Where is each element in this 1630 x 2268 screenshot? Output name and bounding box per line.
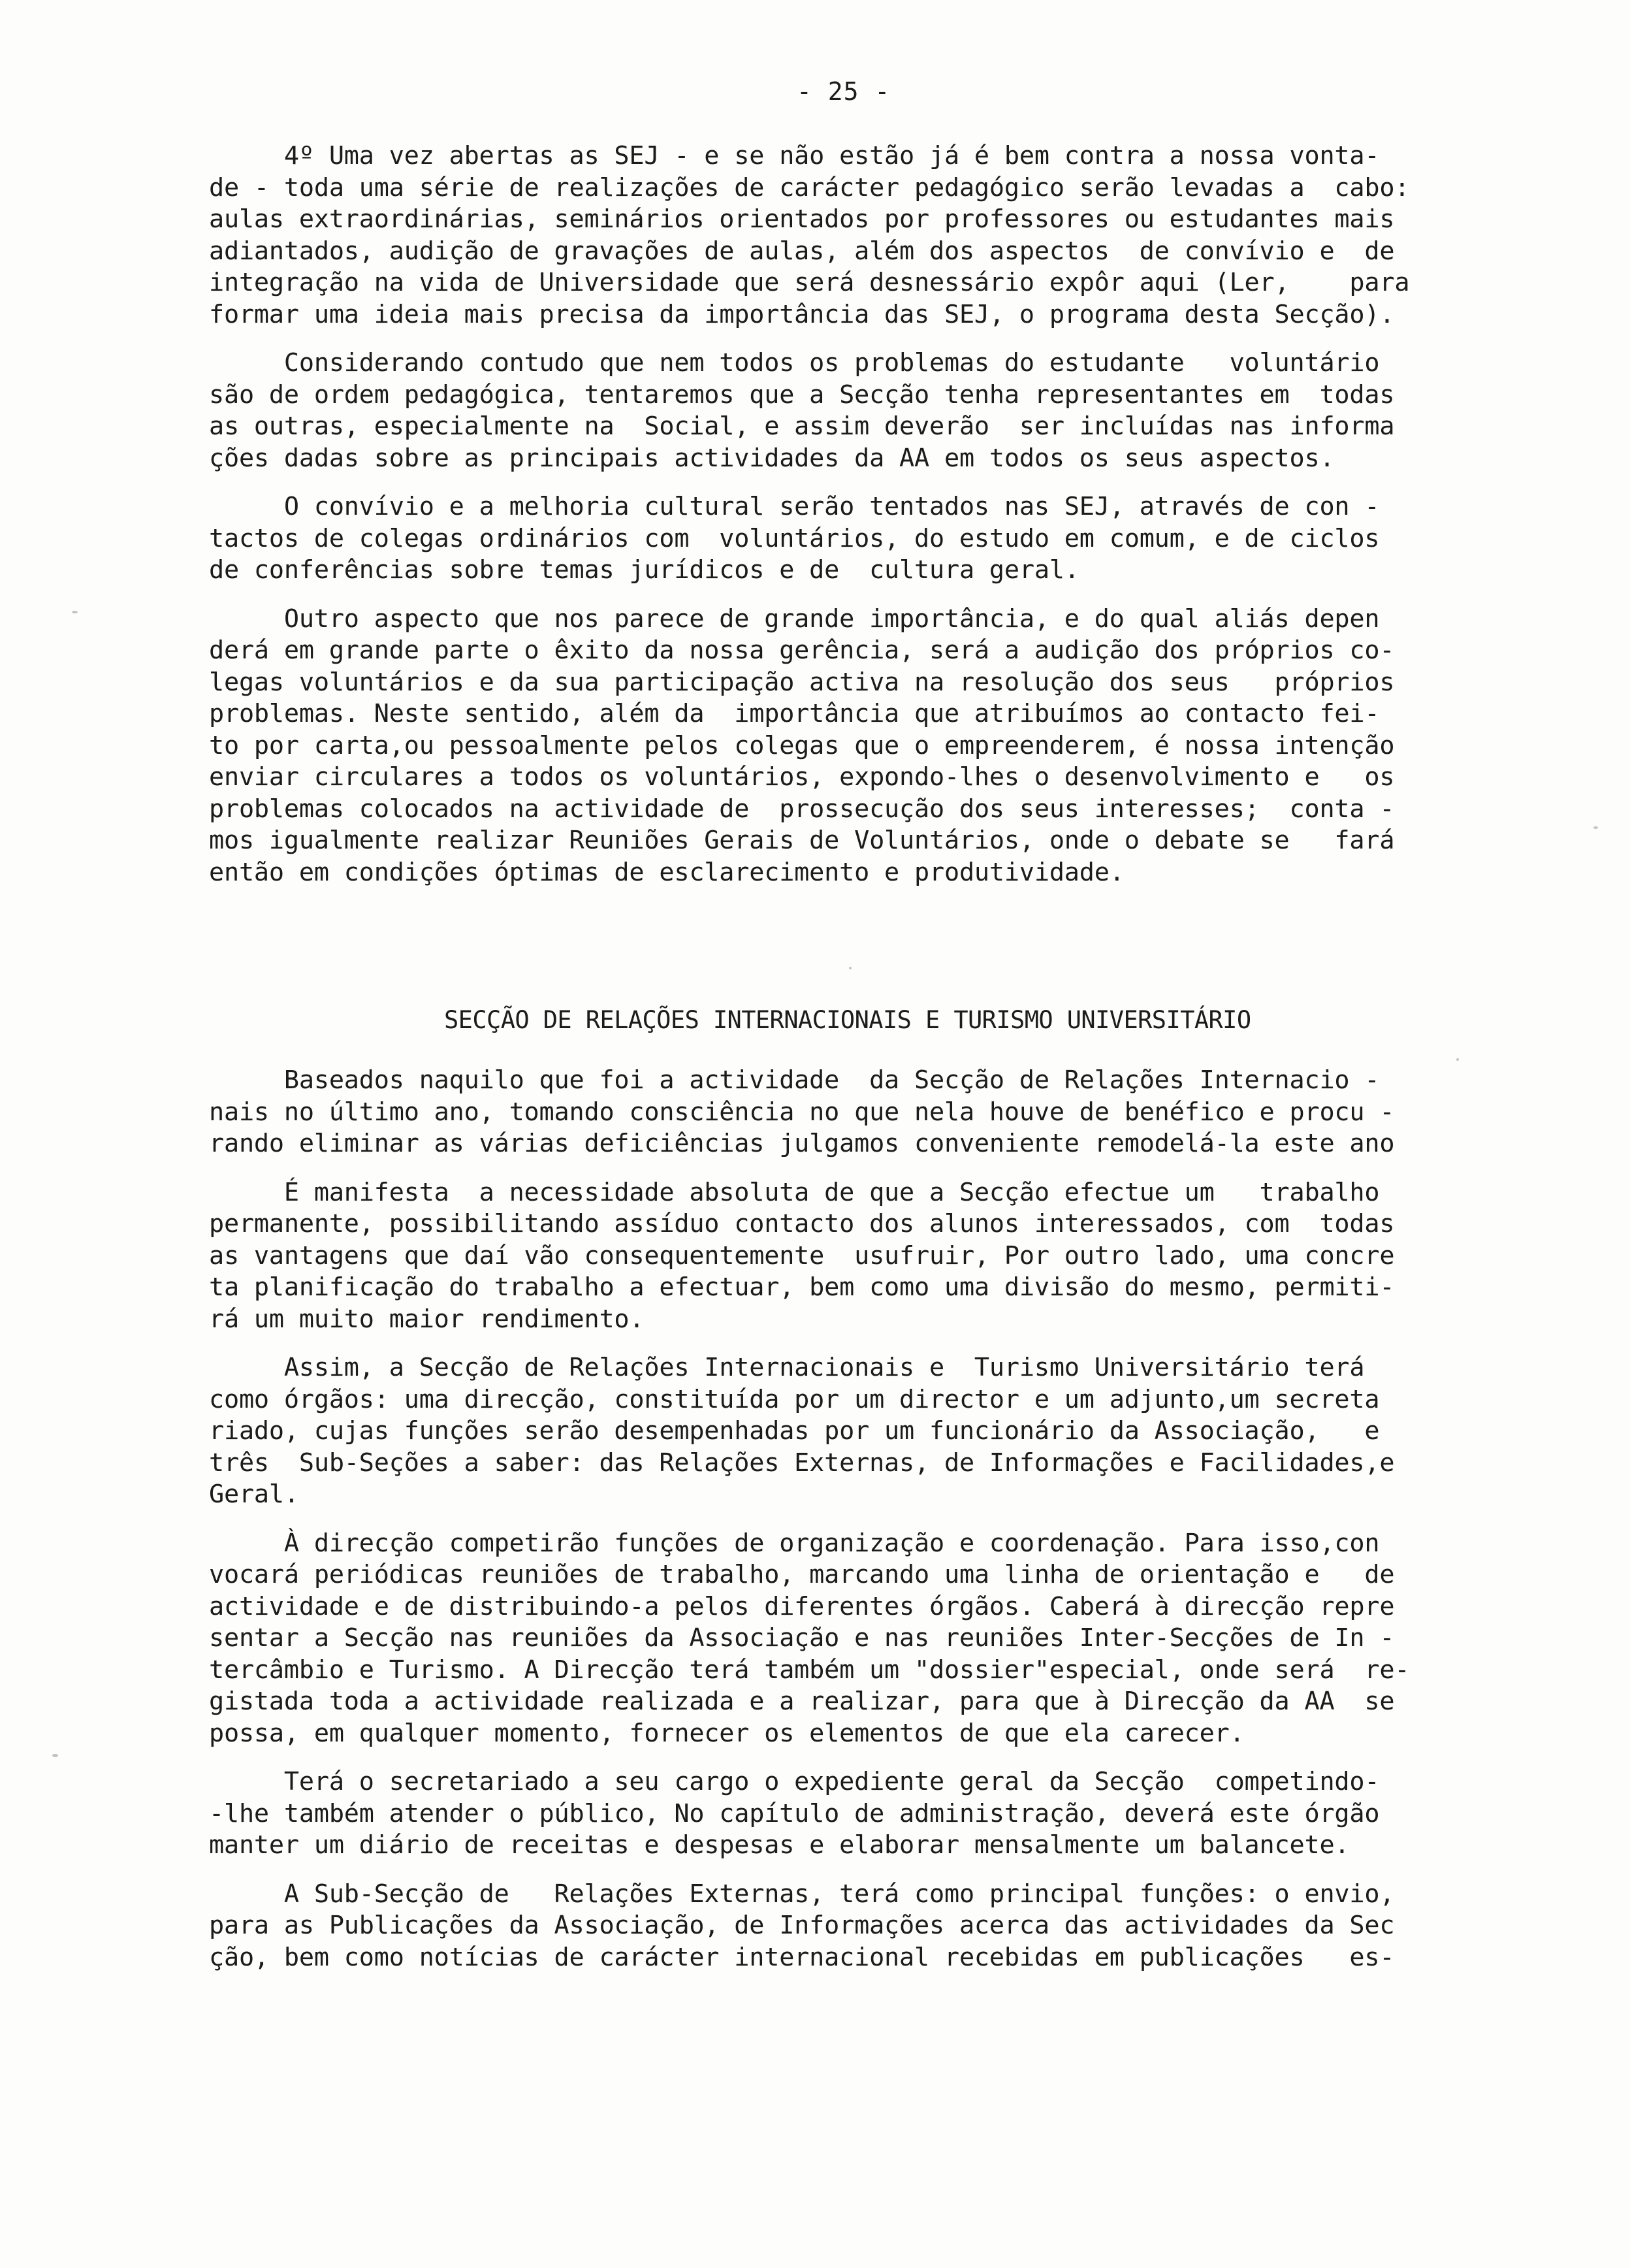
text-line: sentar a Secção nas reuniões da Associação e nas reuniões Inter-Secções de In - <box>209 1623 1395 1653</box>
text-line: mos igualmente realizar Reuniões Gerais de Voluntários, onde o debate se fará <box>209 826 1395 855</box>
text-line: as outras, especialmente na Social, e assim deverão ser incluídas nas informa <box>209 412 1395 441</box>
text-line: de conferências sobre temas jurídicos e de cultura geral. <box>209 555 1079 585</box>
paragraph-representatives <box>209 348 1489 474</box>
text-line: permanente, possibilitando assíduo contacto dos alunos interessados, com todas <box>209 1209 1395 1239</box>
text-line: então em condições óptimas de esclarecimento e produtividade. <box>209 857 1125 887</box>
text-line: derá em grande parte o êxito da nossa gerência, será a audição dos próprios co- <box>209 636 1395 665</box>
text-line: de - toda uma série de realizações de carácter pedagógico serão levadas a cabo: <box>209 172 1410 202</box>
text-line: ção, bem como notícias de carácter internacional recebidas em publicações es- <box>209 1942 1395 1972</box>
text-line: vocará periódicas reuniões de trabalho, marcando uma linha de orientação e de <box>209 1560 1395 1589</box>
section-heading: SECÇÃO DE RELAÇÕES INTERNACIONAIS E TURISMO UNIVERSITÁRIO <box>444 1006 1251 1034</box>
text-line: enviar circulares a todos os voluntários, expondo-lhes o desenvolvimento e os <box>209 762 1395 792</box>
text-line: tactos de colegas ordinários com voluntários, do estudo em comum, e de ciclos <box>209 523 1380 553</box>
text-line: rá um muito maior rendimento. <box>209 1304 645 1334</box>
scan-speck <box>72 611 78 613</box>
text-line: ta planificação do trabalho a efectuar, bem como uma divisão do mesmo, permiti- <box>209 1272 1395 1302</box>
text-line: Assim, a Secção de Relações Internacionais e Turismo Universitário terá <box>209 1353 1365 1382</box>
text-line: adiantados, audição de gravações de aulas, além dos aspectos de convívio e de <box>209 236 1395 266</box>
text-line: problemas. Neste sentido, além da importância que atribuímos ao contacto fei- <box>209 699 1380 728</box>
scan-speck <box>849 967 852 969</box>
text-line: Outro aspecto que nos parece de grande importância, e do qual aliás depen <box>209 604 1380 634</box>
text-line: ções dadas sobre as principais actividades da AA em todos os seus aspectos. <box>209 443 1335 473</box>
text-line: as vantagens que daí vão consequentemente usufruir, Por outro lado, uma concre <box>209 1240 1395 1271</box>
text-line: -lhe também atender o público, No capítulo de administração, deverá este órgão <box>209 1798 1380 1828</box>
text-line: Geral. <box>209 1480 299 1509</box>
text-line: são de ordem pedagógica, tentaremos que a Secção tenha representantes em todas <box>209 380 1395 410</box>
text-line: aulas extraordinárias, seminários orientados por professores ou estudantes mais <box>209 204 1395 234</box>
text-line: to por carta,ou pessoalmente pelos colegas que o empreenderem, é nossa intenção <box>209 730 1395 760</box>
text-line: nais no último ano, tomando consciência no que nela houve de benéfico e procu - <box>209 1097 1395 1127</box>
text-line: actividade e de distribuindo-a pelos diferentes órgãos. Caberá à direcção repre <box>209 1591 1395 1621</box>
text-line: gistada toda a actividade realizada e a realizar, para que à Direcção da AA se <box>209 1687 1395 1716</box>
scan-speck <box>1593 826 1598 829</box>
text-line: O convívio e a melhoria cultural serão tentados nas SEJ, através de con - <box>209 492 1380 521</box>
text-line: Baseados naquilo que foi a actividade da Secção de Relações Internacio - <box>209 1065 1380 1095</box>
text-line: riado, cujas funções serão desempenhadas por um funcionário da Associação, e <box>209 1416 1380 1446</box>
paragraph-organs <box>209 1352 1489 1511</box>
scan-speck <box>1456 1058 1459 1061</box>
text-line: Terá o secretariado a seu cargo o expediente geral da Secção competindo- <box>209 1767 1380 1796</box>
text-line: três Sub-Seções a saber: das Relações Externas, de Informações e Facilidades,e <box>209 1448 1395 1478</box>
text-line: formar uma ideia mais precisa da importância das SEJ, o programa desta Secção). <box>209 299 1395 329</box>
text-line: A Sub-Secção de Relações Externas, terá como principal funções: o envio, <box>209 1879 1395 1909</box>
text-line: problemas colocados na actividade de prossecução dos seus interesses; conta - <box>209 794 1395 824</box>
text-line: manter um diário de receitas e despesas e elaborar mensalmente um balancete. <box>209 1830 1350 1860</box>
paragraph-cultural <box>209 491 1489 587</box>
text-line: legas voluntários e da sua participação activa na resolução dos seus próprios <box>209 667 1395 697</box>
section-volunteers-text <box>209 140 1489 905</box>
section-international-text <box>209 1065 1489 1990</box>
paragraph-secretariat <box>209 1766 1489 1862</box>
paragraph-external-relations <box>209 1879 1489 1974</box>
text-line: tercâmbio e Turismo. A Direcção terá também um "dossier"especial, onde será re- <box>209 1655 1410 1685</box>
text-line: 4º Uma vez abertas as SEJ - e se não estão já é bem contra a nossa vonta- <box>209 141 1380 170</box>
text-line: integração na vida de Universidade que será desnessário expôr aqui (Ler, para <box>209 268 1410 297</box>
text-line: rando eliminar as várias deficiências julgamos conveniente remodelá-la este ano <box>209 1129 1395 1158</box>
text-line: possa, em qualquer momento, fornecer os elementos de que ela carecer. <box>209 1718 1245 1748</box>
text-line: Considerando contudo que nem todos os problemas do estudante voluntário <box>209 348 1380 378</box>
text-line: É manifesta a necessidade absoluta de que a Secção efectue um trabalho <box>209 1177 1380 1207</box>
paragraph-participation <box>209 604 1489 889</box>
paragraph-direction <box>209 1528 1489 1750</box>
page-number: - 25 - <box>797 77 891 106</box>
text-line: À direcção competirão funções de organização e coordenação. Para isso,con <box>209 1528 1380 1558</box>
scan-speck <box>52 1754 58 1757</box>
paragraph-remodel <box>209 1065 1489 1160</box>
paragraph-permanent-work <box>209 1177 1489 1336</box>
paragraph-sej-activities <box>209 140 1489 331</box>
text-line: para as Publicações da Associação, de Informações acerca das actividades da Sec <box>209 1911 1395 1940</box>
text-line: como órgãos: uma direcção, constituída por um director e um adjunto,um secreta <box>209 1384 1380 1414</box>
